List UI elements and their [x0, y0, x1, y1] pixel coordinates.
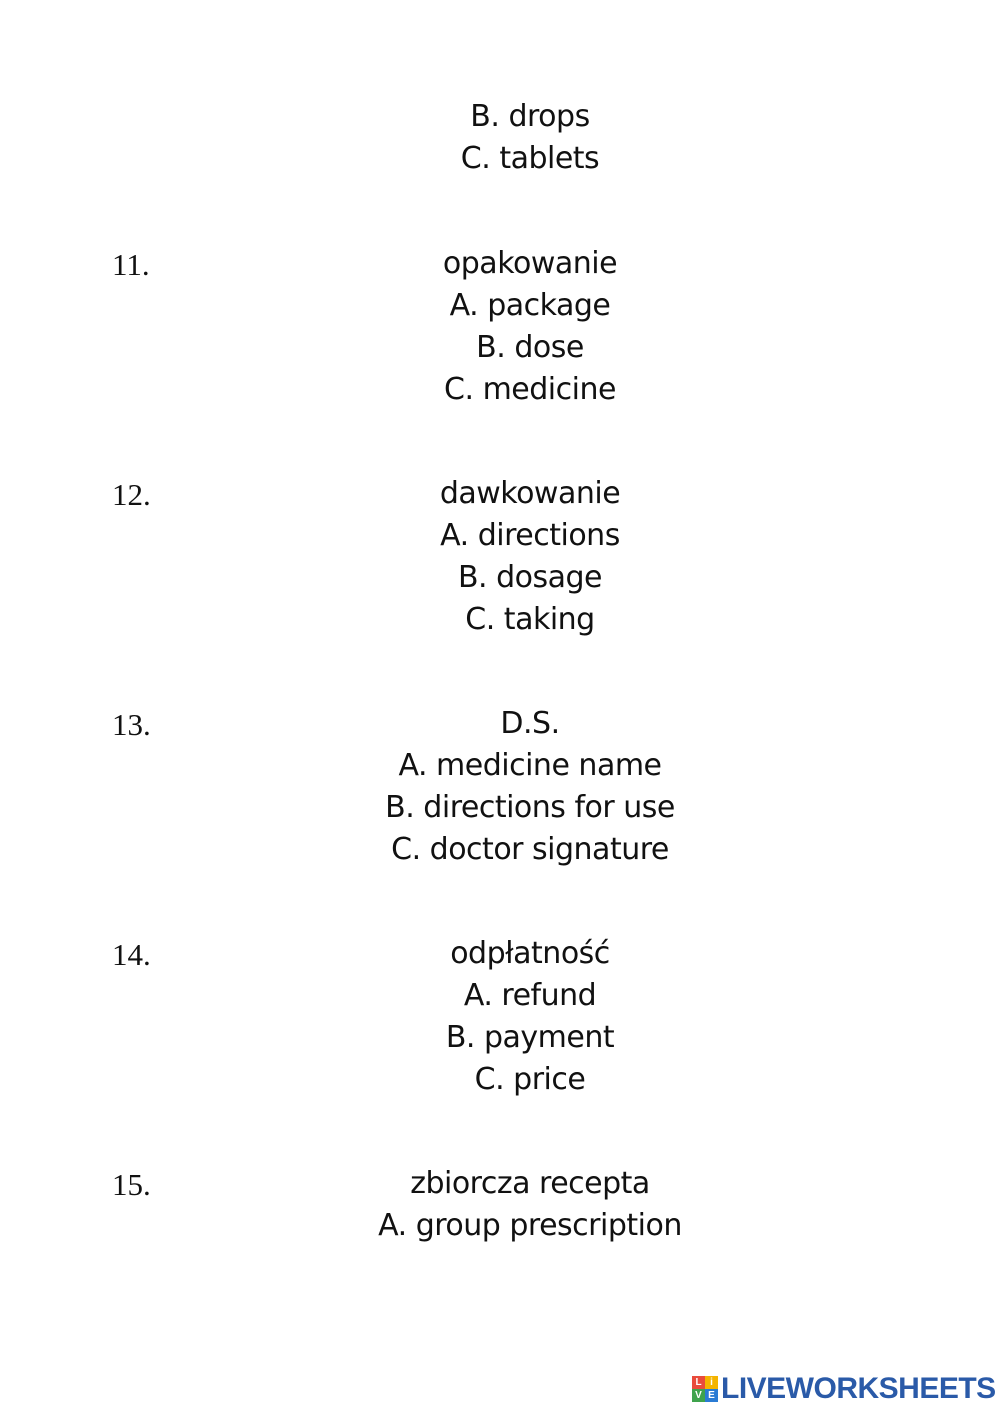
question-12-option-c[interactable]: C. taking [465, 602, 595, 637]
question-11-option-c[interactable]: C. medicine [444, 372, 616, 407]
liveworksheets-logo [692, 1371, 996, 1407]
question-12-term: dawkowanie [439, 476, 621, 511]
question-12-number: 12. [112, 477, 151, 512]
question-13-option-c[interactable]: C. doctor signature [391, 832, 669, 867]
question-14-number: 14. [112, 937, 151, 972]
question-13-option-b[interactable]: B. directions for use [385, 790, 675, 825]
question-11-term: opakowanie [442, 246, 618, 281]
question-13-number: 13. [112, 707, 151, 742]
question-12-option-b[interactable]: B. dosage [457, 560, 603, 595]
question-15-term: zbiorcza recepta [410, 1166, 650, 1201]
question-13-option-a[interactable]: A. medicine name [398, 748, 662, 783]
question-11-number: 11. [112, 247, 150, 282]
question-14-term: odpłatność [450, 936, 610, 971]
question-10-option-c: C. tablets [460, 141, 600, 176]
question-11-option-a[interactable]: A. package [449, 288, 611, 323]
question-15-option-a[interactable]: A. group prescription [378, 1208, 682, 1243]
liveworksheets-icon: L i V E [692, 1376, 718, 1402]
question-13-term: D.S. [500, 706, 560, 741]
question-15-number: 15. [112, 1167, 151, 1202]
question-14-option-a[interactable]: A. refund [463, 978, 597, 1013]
question-14-option-b[interactable]: B. payment [445, 1020, 615, 1055]
question-11-option-b[interactable]: B. dose [476, 330, 584, 365]
question-10-option-b: B. drops [470, 99, 590, 134]
question-14-option-c[interactable]: C. price [474, 1062, 586, 1097]
liveworksheets-wordmark: LIVEWORKSHEETS [721, 1372, 996, 1405]
question-12-option-a[interactable]: A. directions [440, 518, 620, 553]
